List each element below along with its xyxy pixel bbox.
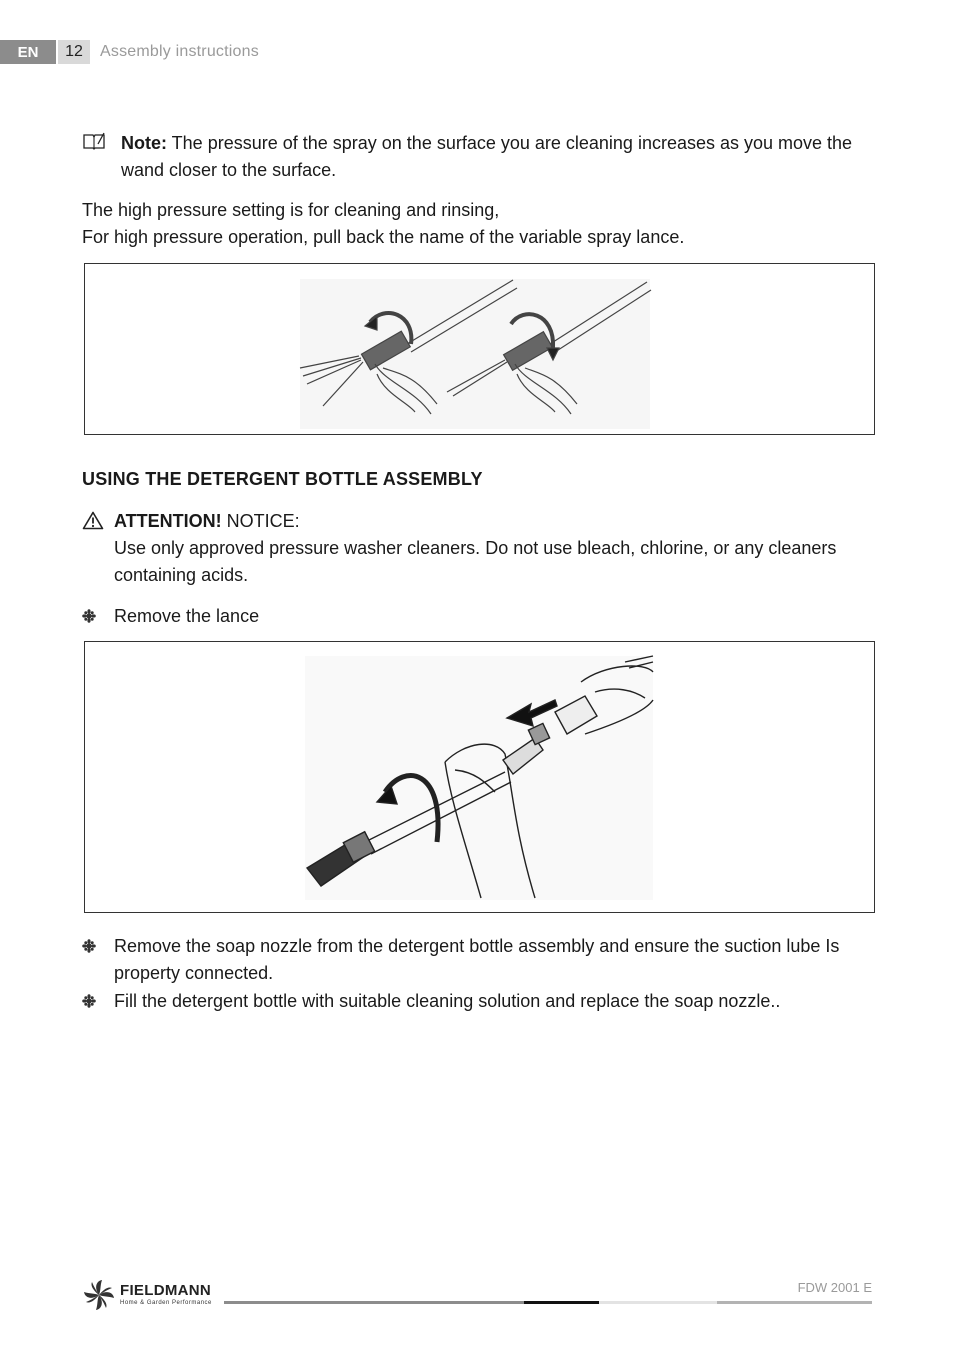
footer-rule-segment <box>717 1301 872 1304</box>
model-number: FDW 2001 E <box>797 1280 872 1295</box>
section-heading: USING THE DETERGENT BOTTLE ASSEMBLY <box>82 469 483 489</box>
lance-rotation-illustration <box>85 264 874 434</box>
bullet-text: Fill the detergent bottle with suitable cleaning solution and replace the soap nozzle.. <box>114 991 781 1011</box>
bullet-item <box>82 988 872 1015</box>
footer-rule-segment <box>599 1301 717 1304</box>
bullet-item <box>82 933 872 987</box>
brand-logo <box>82 1278 212 1312</box>
pressure-line-2: For high pressure operation, pull back the name of the variable spray lance. <box>82 227 685 247</box>
page-number: 12 <box>58 40 90 64</box>
section-title: Assembly instructions <box>100 43 259 60</box>
remove-lance-illustration <box>85 642 874 912</box>
note-text: The pressure of the spray on the surface you are cleaning increases as you move the wand closer to the surface. <box>121 133 853 180</box>
footer-rule-segment <box>224 1301 524 1304</box>
warning-triangle-icon <box>82 511 104 530</box>
flower-bullet-icon <box>82 609 96 623</box>
pressure-line-1: The high pressure setting is for cleaning and rinsing, <box>82 200 500 220</box>
page-header <box>0 40 259 64</box>
flower-bullet-icon <box>82 939 96 953</box>
flower-bullet-icon <box>82 994 96 1008</box>
attention-block <box>82 508 872 589</box>
footer-rule-segment <box>524 1301 599 1304</box>
figure-remove-lance <box>84 641 875 913</box>
figure-lance-rotation <box>84 263 875 435</box>
bullet-text: Remove the soap nozzle from the detergent bottle assembly and ensure the suction lube Is property connected. <box>114 936 840 983</box>
pressure-paragraph <box>82 197 882 251</box>
brand-name: FIELDMANN <box>120 1282 212 1299</box>
attention-label: ATTENTION! <box>114 511 222 531</box>
note-block <box>82 130 882 184</box>
note-book-icon <box>82 132 106 150</box>
language-tab: EN <box>0 40 56 64</box>
fieldmann-swirl-logo <box>82 1278 116 1312</box>
attention-notice: NOTICE: <box>221 511 300 531</box>
bullet-text: Remove the lance <box>114 606 260 626</box>
brand-tagline: Home & Garden Performance <box>120 1300 212 1306</box>
attention-text: Use only approved pressure washer cleaners. Do not use bleach, chlorine, or any cleaners containing acids. <box>114 538 837 585</box>
note-label: Note: <box>121 133 167 153</box>
bullet-item <box>82 603 872 630</box>
